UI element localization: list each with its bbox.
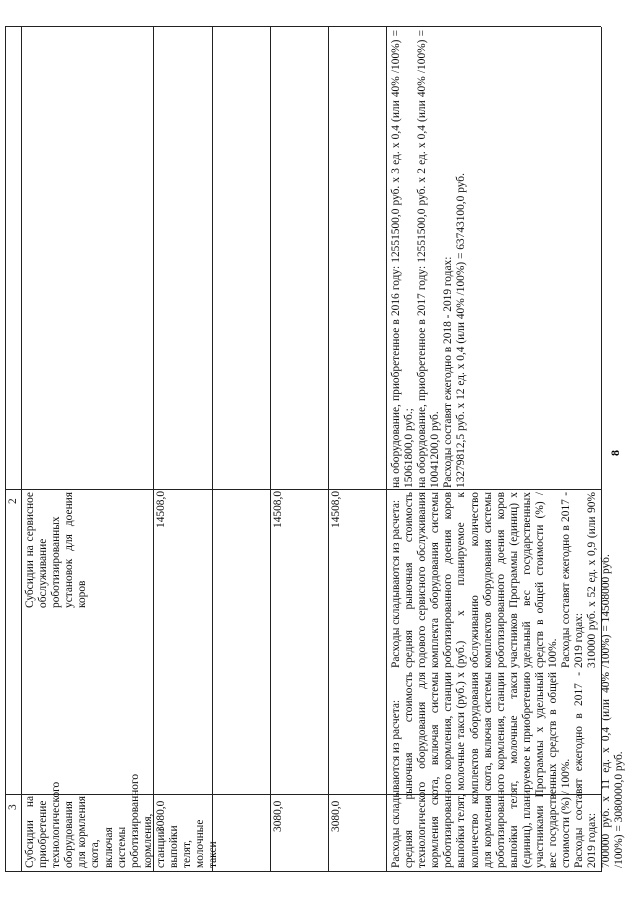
row3-name: Субсидии на приобретение технологического оборудования для кормления скота, включая системы роботизированного кормления, станции выпойки телят, молочные такси [24, 773, 220, 868]
row3-description: Расходы складываются из расчета: средняя рыночная стоимость технологического оборудования для кормления скота, включая системы роботизированного кормления, станции выпойки телят, молочные такси (руб.) х количество комплектов оборудования для кормления скота, включая системы роботизированного кормления, станции выпойки телят, молочные такси (единиц), планируемое к приобретению участниками Программы х удельный вес государственных средств в общей стоимости (%) / 100%. Расходы составят ежегодно в 2017 - 2019 годах: 700000 руб. х 11 ед. х 0,4 (или 40% /100%) = 3080000,0 руб. [390, 672, 625, 868]
row3-year2: 3080,0 [272, 800, 284, 832]
row3-year3: 3080,0 [330, 800, 342, 832]
row3-total: 3080,0 [155, 800, 167, 832]
col-divider-year1 [270, 27, 271, 872]
rotated-table [5, 27, 625, 872]
table-border-left [5, 871, 601, 872]
row2-name: Субсидии на сервисное обслуживание роботизированных установок для доения коров [24, 492, 89, 608]
row2-total: 14508,0 [155, 490, 167, 528]
page-number: 8 [608, 450, 622, 456]
row-border-2 [5, 489, 601, 490]
col-divider-total [212, 27, 213, 872]
table-border-top [5, 27, 6, 872]
row2-year1 [214, 492, 270, 528]
row3-number: 3 [7, 804, 19, 810]
table-border-right [5, 26, 601, 27]
row1-description: на оборудование, приобретенное в 2016 году: 12551500,0 руб. х 3 ед. х 0,4 (или 40% /100%) = 15061800,0 руб.; на оборудование, приобретенное в 2017 году: 12551500,0 руб. х 2 ед. х 0,4 (или 40% /100%) = 10041200,0 руб. Расходы составят ежегодно в 2018 - 2019 годах: 13279812,5 руб. х 12 ед. х 0,4 (или 40% /100%) = 63743100,0 руб. [390, 30, 468, 488]
row2-year3: 14508,0 [330, 490, 342, 528]
row3-year1 [214, 796, 270, 832]
row2-year2: 14508,0 [272, 490, 284, 528]
col-divider-num [21, 27, 22, 872]
col-divider-year2 [328, 27, 329, 872]
row2-number: 2 [7, 498, 19, 504]
col-divider-name [153, 27, 154, 872]
row2-description: Расходы складываются из расчета: средняя рыночная стоимость годового сервисного обслуживания комплекта оборудования системы роботизированного доения коров (руб.) х планируемое к обслуживанию количество комплектов оборудования системы роботизированного доения коров участников Программы (единиц) х удельный вес государственных средств в общей стоимости (%) / 100%. Расходы составят ежегодно в 2017 - 2019 годах: 310000 руб. х 52 ед. х 0,9 (или 90% /100%) = 14508000 руб. [390, 492, 612, 668]
col-divider-year3 [386, 27, 387, 872]
